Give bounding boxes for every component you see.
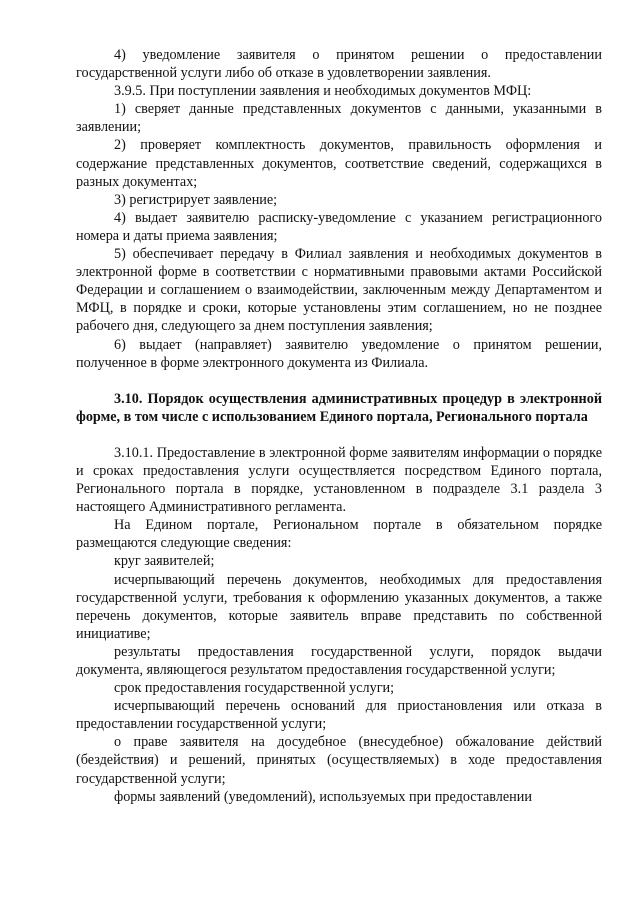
list-item-results: результаты предоставления государственной услуги, порядок выдачи документа, являющегося результатом предоставления государственной услуги; xyxy=(76,643,602,678)
list-item-applicants: круг заявителей; xyxy=(114,553,215,570)
list-item-term: срок предоставления государственной услуги; xyxy=(114,680,395,697)
document-body xyxy=(76,46,602,806)
paragraph-item-3-register: 3) регистрирует заявление; xyxy=(114,191,278,208)
section-heading-3-10: 3.10. Порядок осуществления административных процедур в электронной форме, в том числе с использованием Единого портала, Регионального портала xyxy=(76,390,602,425)
paragraph-item-4-receipt: 4) выдает заявителю расписку-уведомление с указанием регистрационного номера и даты приема заявления; xyxy=(76,209,602,244)
paragraph-item-6-issue: 6) выдает (направляет) заявителю уведомление о принятом решении, полученное в форме электронного документа из Филиала. xyxy=(76,336,602,371)
spacer xyxy=(76,372,602,390)
list-item-forms: формы заявлений (уведомлений), используемых при предоставлении xyxy=(114,788,532,805)
paragraph-item-4-notify: 4) уведомление заявителя о принятом решении о предоставлении государственной услуги либо об отказе в удовлетворении заявления. xyxy=(76,47,602,82)
list-item-appeal: о праве заявителя на досудебное (внесудебное) обжалование действий (бездействия) и решений, принятых (осуществляемых) в ходе предоставления государственной услуги; xyxy=(76,734,602,787)
list-item-grounds: исчерпывающий перечень оснований для приостановления или отказа в предоставлении государственной услуги; xyxy=(76,698,602,733)
paragraph-item-5-transfer: 5) обеспечивает передачу в Филиал заявления и необходимых документов в электронной форме в соответствии с нормативными правовыми актами Российской Федерации и соглашением о взаимодействии, заключенным между Департаментом и МФЦ, в порядке и сроки, которые установлены этим соглашением, но не позднее рабочего дня, следующего за днем поступления заявления; xyxy=(76,246,602,335)
paragraph-3-9-5: 3.9.5. При поступлении заявления и необходимых документов МФЦ: xyxy=(114,83,532,100)
paragraph-3-10-1: 3.10.1. Предоставление в электронной форме заявителям информации о порядке и сроках предоставления услуги осуществляется посредством Единого портала, Регионального портала в порядке, установленном в подразделе 3.1 раздела 3 настоящего Административного регламента. xyxy=(76,444,602,516)
paragraph-portal-info: На Едином портале, Региональном портале в обязательном порядке размещаются следующие сведения: xyxy=(76,517,602,552)
paragraph-item-1-verify: 1) сверяет данные представленных документов с данными, указанными в заявлении; xyxy=(76,101,602,136)
paragraph-item-2-check: 2) проверяет комплектность документов, правильность оформления и содержание представленных документов, соответствие сведений, содержащихся в разных документах; xyxy=(76,137,602,190)
spacer xyxy=(76,426,602,444)
list-item-documents: исчерпывающий перечень документов, необходимых для предоставления государственной услуги, требования к оформлению указанных документов, а также перечень документов, которые заявитель вправе представить по собственной инициативе; xyxy=(76,571,602,642)
